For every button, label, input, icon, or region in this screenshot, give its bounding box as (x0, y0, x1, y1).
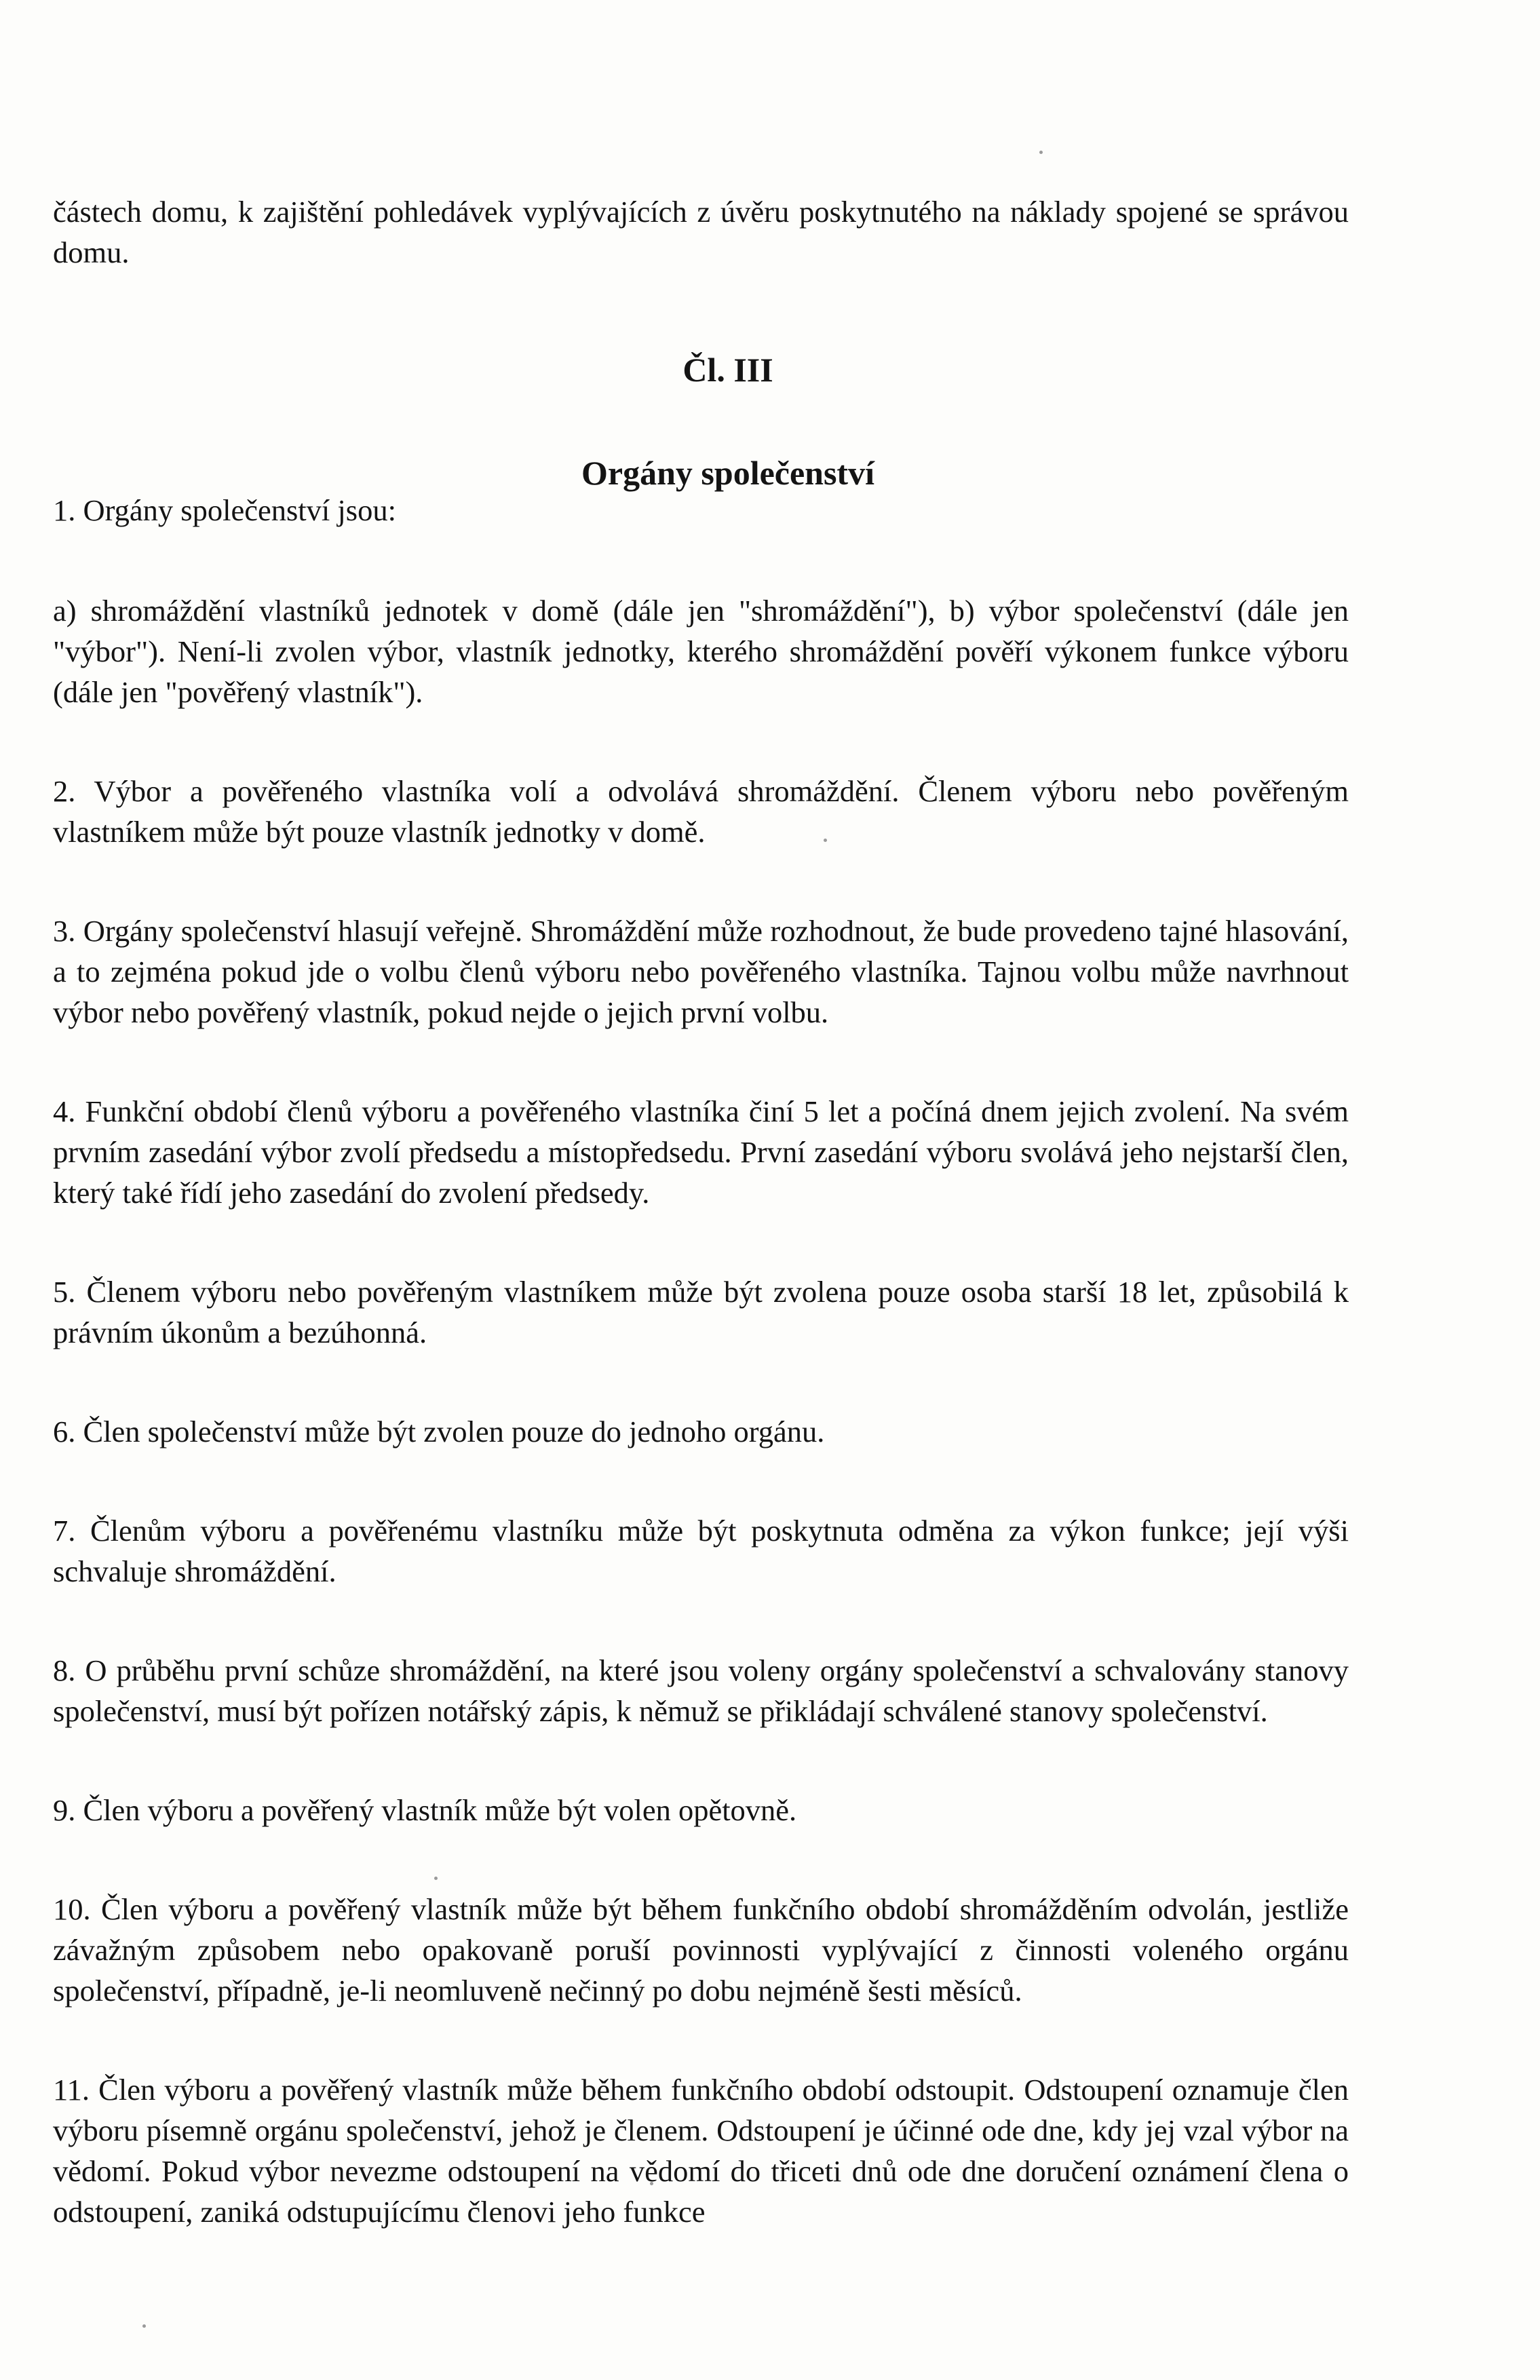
article-heading (107, 347, 1349, 495)
paragraph-11: 11. Člen výboru a pověřený vlastník může během funkčního období odstoupit. Odstoupení oznamuje člen výboru písemně orgánu společenství, jehož je členem. Odstoupení je účinné ode dne, kdy jej vzal výbor na vědomí. Pokud výbor nevezme odstoupení na vědomí do třiceti dnů ode dne doručení oznámení člena o odstoupení, zaniká odstupujícímu členovi jeho funkce (53, 2073, 1349, 2229)
paragraph-6: 6. Člen společenství může být zvolen pouze do jednoho orgánu. (53, 1415, 825, 1448)
paragraph-2: 2. Výbor a pověřeného vlastníka volí a odvolává shromáždění. Členem výboru nebo pověřeným vlastníkem může být pouze vlastník jednotky v domě. (53, 774, 1349, 849)
paragraph-10: 10. Člen výboru a pověřený vlastník může být během funkčního období shromážděním odvolán, jestliže závažným způsobem nebo opakovaně poruší povinnosti vyplývající z činnosti voleného orgánu společenství, případně, je-li neomluveně nečinný po dobu nejméně šesti měsíců. (53, 1892, 1349, 2008)
paragraph-8: 8. O průběhu první schůze shromáždění, na které jsou voleny orgány společenství a schvalovány stanovy společenství, musí být pořízen notářský zápis, k němuž se přikládají schválené stanovy společenství. (53, 1653, 1349, 1728)
scan-speck (1039, 151, 1043, 154)
paragraph-4: 4. Funkční období členů výboru a pověřeného vlastníka činí 5 let a počíná dnem jejich zvolení. Na svém prvním zasedání výbor zvolí předsedu a místopředsedu. První zasedání výboru svolává jeho nejstarší člen, který také řídí jeho zasedání do zvolení předsedy. (53, 1094, 1349, 1210)
paragraph-9: 9. Člen výboru a pověřený vlastník může být volen opětovně. (53, 1793, 797, 1827)
article-number: Čl. III (682, 351, 773, 389)
paragraph-3: 3. Orgány společenství hlasují veřejně. Shromáždění může rozhodnout, že bude provedeno tajné hlasování, a to zejména pokud jde o volbu členů výboru nebo pověřeného vlastníka. Tajnou volbu může navrhnout výbor nebo pověřený vlastník, pokud nejde o jejich první volbu. (53, 914, 1349, 1029)
document-body (53, 191, 1349, 2232)
paragraph-1-lead: 1. Orgány společenství jsou: (53, 493, 396, 527)
paragraph-5: 5. Členem výboru nebo pověřeným vlastníkem může být zvolena pouze osoba starší 18 let, způsobilá k právním úkonům a bezúhonná. (53, 1275, 1349, 1349)
article-title: Orgány společenství (581, 454, 874, 492)
intro-paragraph: částech domu, k zajištění pohledávek vyplývajících z úvěru poskytnutého na náklady spojené se správou domu. (53, 195, 1349, 269)
paragraph-7: 7. Členům výboru a pověřenému vlastníku může být poskytnuta odměna za výkon funkce; její výši schvaluje shromáždění. (53, 1514, 1349, 1588)
paragraph-1-items: a) shromáždění vlastníků jednotek v domě (dále jen "shromáždění"), b) výbor společenství (dále jen "výbor"). Není-li zvolen výbor, vlastník jednotky, kterého shromáždění pověří výkonem funkce výboru (dále jen "pověřený vlastník"). (53, 594, 1349, 709)
scan-speck (142, 2324, 146, 2328)
